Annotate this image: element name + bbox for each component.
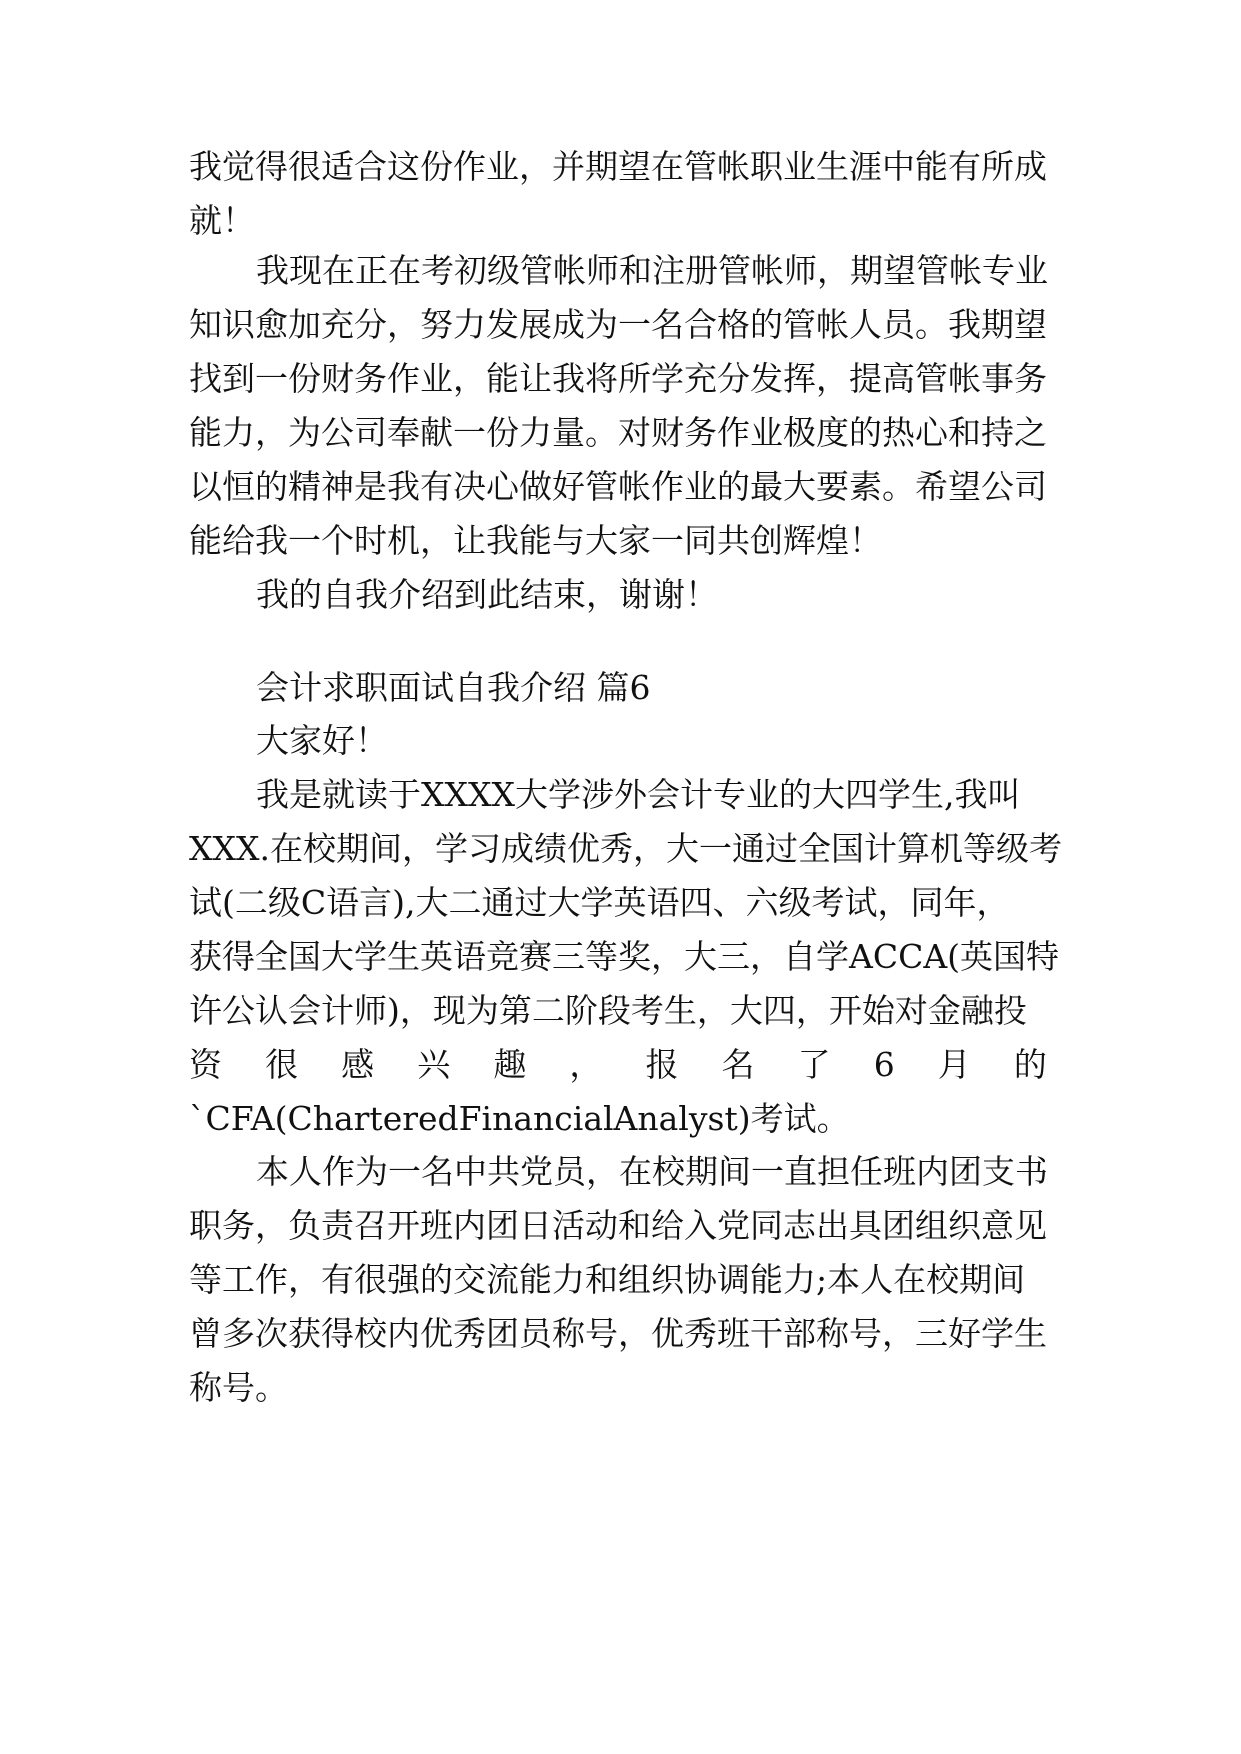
- text-line: 以恒的精神是我有决心做好管帐作业的最大要素。希望公司: [189, 467, 1047, 506]
- text-line: 我是就读于XXXX大学涉外会计专业的大四学生,我叫: [256, 775, 1021, 814]
- text-line: 能力，为公司奉献一份力量。对财务作业极度的热心和持之: [189, 413, 1047, 452]
- justified-char: 趣: [493, 1045, 527, 1084]
- justified-char: 兴: [417, 1045, 451, 1084]
- justified-char: 报: [645, 1045, 679, 1084]
- justified-char: 6: [873, 1045, 895, 1084]
- justified-char: 名: [721, 1045, 755, 1084]
- justified-char: 资: [189, 1045, 222, 1084]
- justified-line: [189, 1043, 1047, 1087]
- justified-char: 的: [1013, 1045, 1047, 1084]
- justified-char: 感: [341, 1045, 375, 1084]
- text-line: 本人作为一名中共党员，在校期间一直担任班内团支书: [256, 1152, 1048, 1191]
- text-line: 试(二级C语言),大二通过大学英语四、六级考试，同年，: [189, 883, 1010, 922]
- greeting: 大家好！: [256, 721, 388, 760]
- justified-char: 了: [797, 1045, 831, 1084]
- text-line: 能给我一个时机，让我能与大家一同共创辉煌！: [189, 521, 882, 560]
- text-line: 获得全国大学生英语竞赛三等奖，大三，自学ACCA(英国特: [189, 937, 1060, 976]
- text-line: 曾多次获得校内优秀团员称号，优秀班干部称号，三好学生: [189, 1314, 1047, 1353]
- text-line: 我觉得很适合这份作业，并期望在管帐职业生涯中能有所成: [189, 147, 1047, 186]
- text-line: 等工作，有很强的交流能力和组织协调能力;本人在校期间: [189, 1260, 1026, 1299]
- section-title: 会计求职面试自我介绍 篇6: [256, 668, 651, 707]
- justified-char: 很: [265, 1045, 299, 1084]
- text-line: 职务，负责召开班内团日活动和给入党同志出具团组织意见: [189, 1206, 1047, 1245]
- text-line: 知识愈加充分，努力发展成为一名合格的管帐人员。我期望: [189, 305, 1047, 344]
- text-line: 许公认会计师)，现为第二阶段考生，大四，开始对金融投: [189, 991, 1027, 1030]
- justified-char: ，: [569, 1045, 603, 1084]
- text-line: `CFA(CharteredFinancialAnalyst)考试。: [189, 1099, 850, 1138]
- closing-line: 我的自我介绍到此结束，谢谢！: [256, 575, 718, 614]
- text-line: 找到一份财务作业，能让我将所学充分发挥，提高管帐事务: [189, 359, 1047, 398]
- justified-char: 月: [937, 1045, 971, 1084]
- text-line: 就！: [189, 201, 255, 240]
- text-line: 我现在正在考初级管帐师和注册管帐师，期望管帐专业: [256, 251, 1048, 290]
- text-line: XXX.在校期间，学习成绩优秀，大一通过全国计算机等级考: [189, 829, 1062, 868]
- text-line: 称号。: [189, 1368, 288, 1407]
